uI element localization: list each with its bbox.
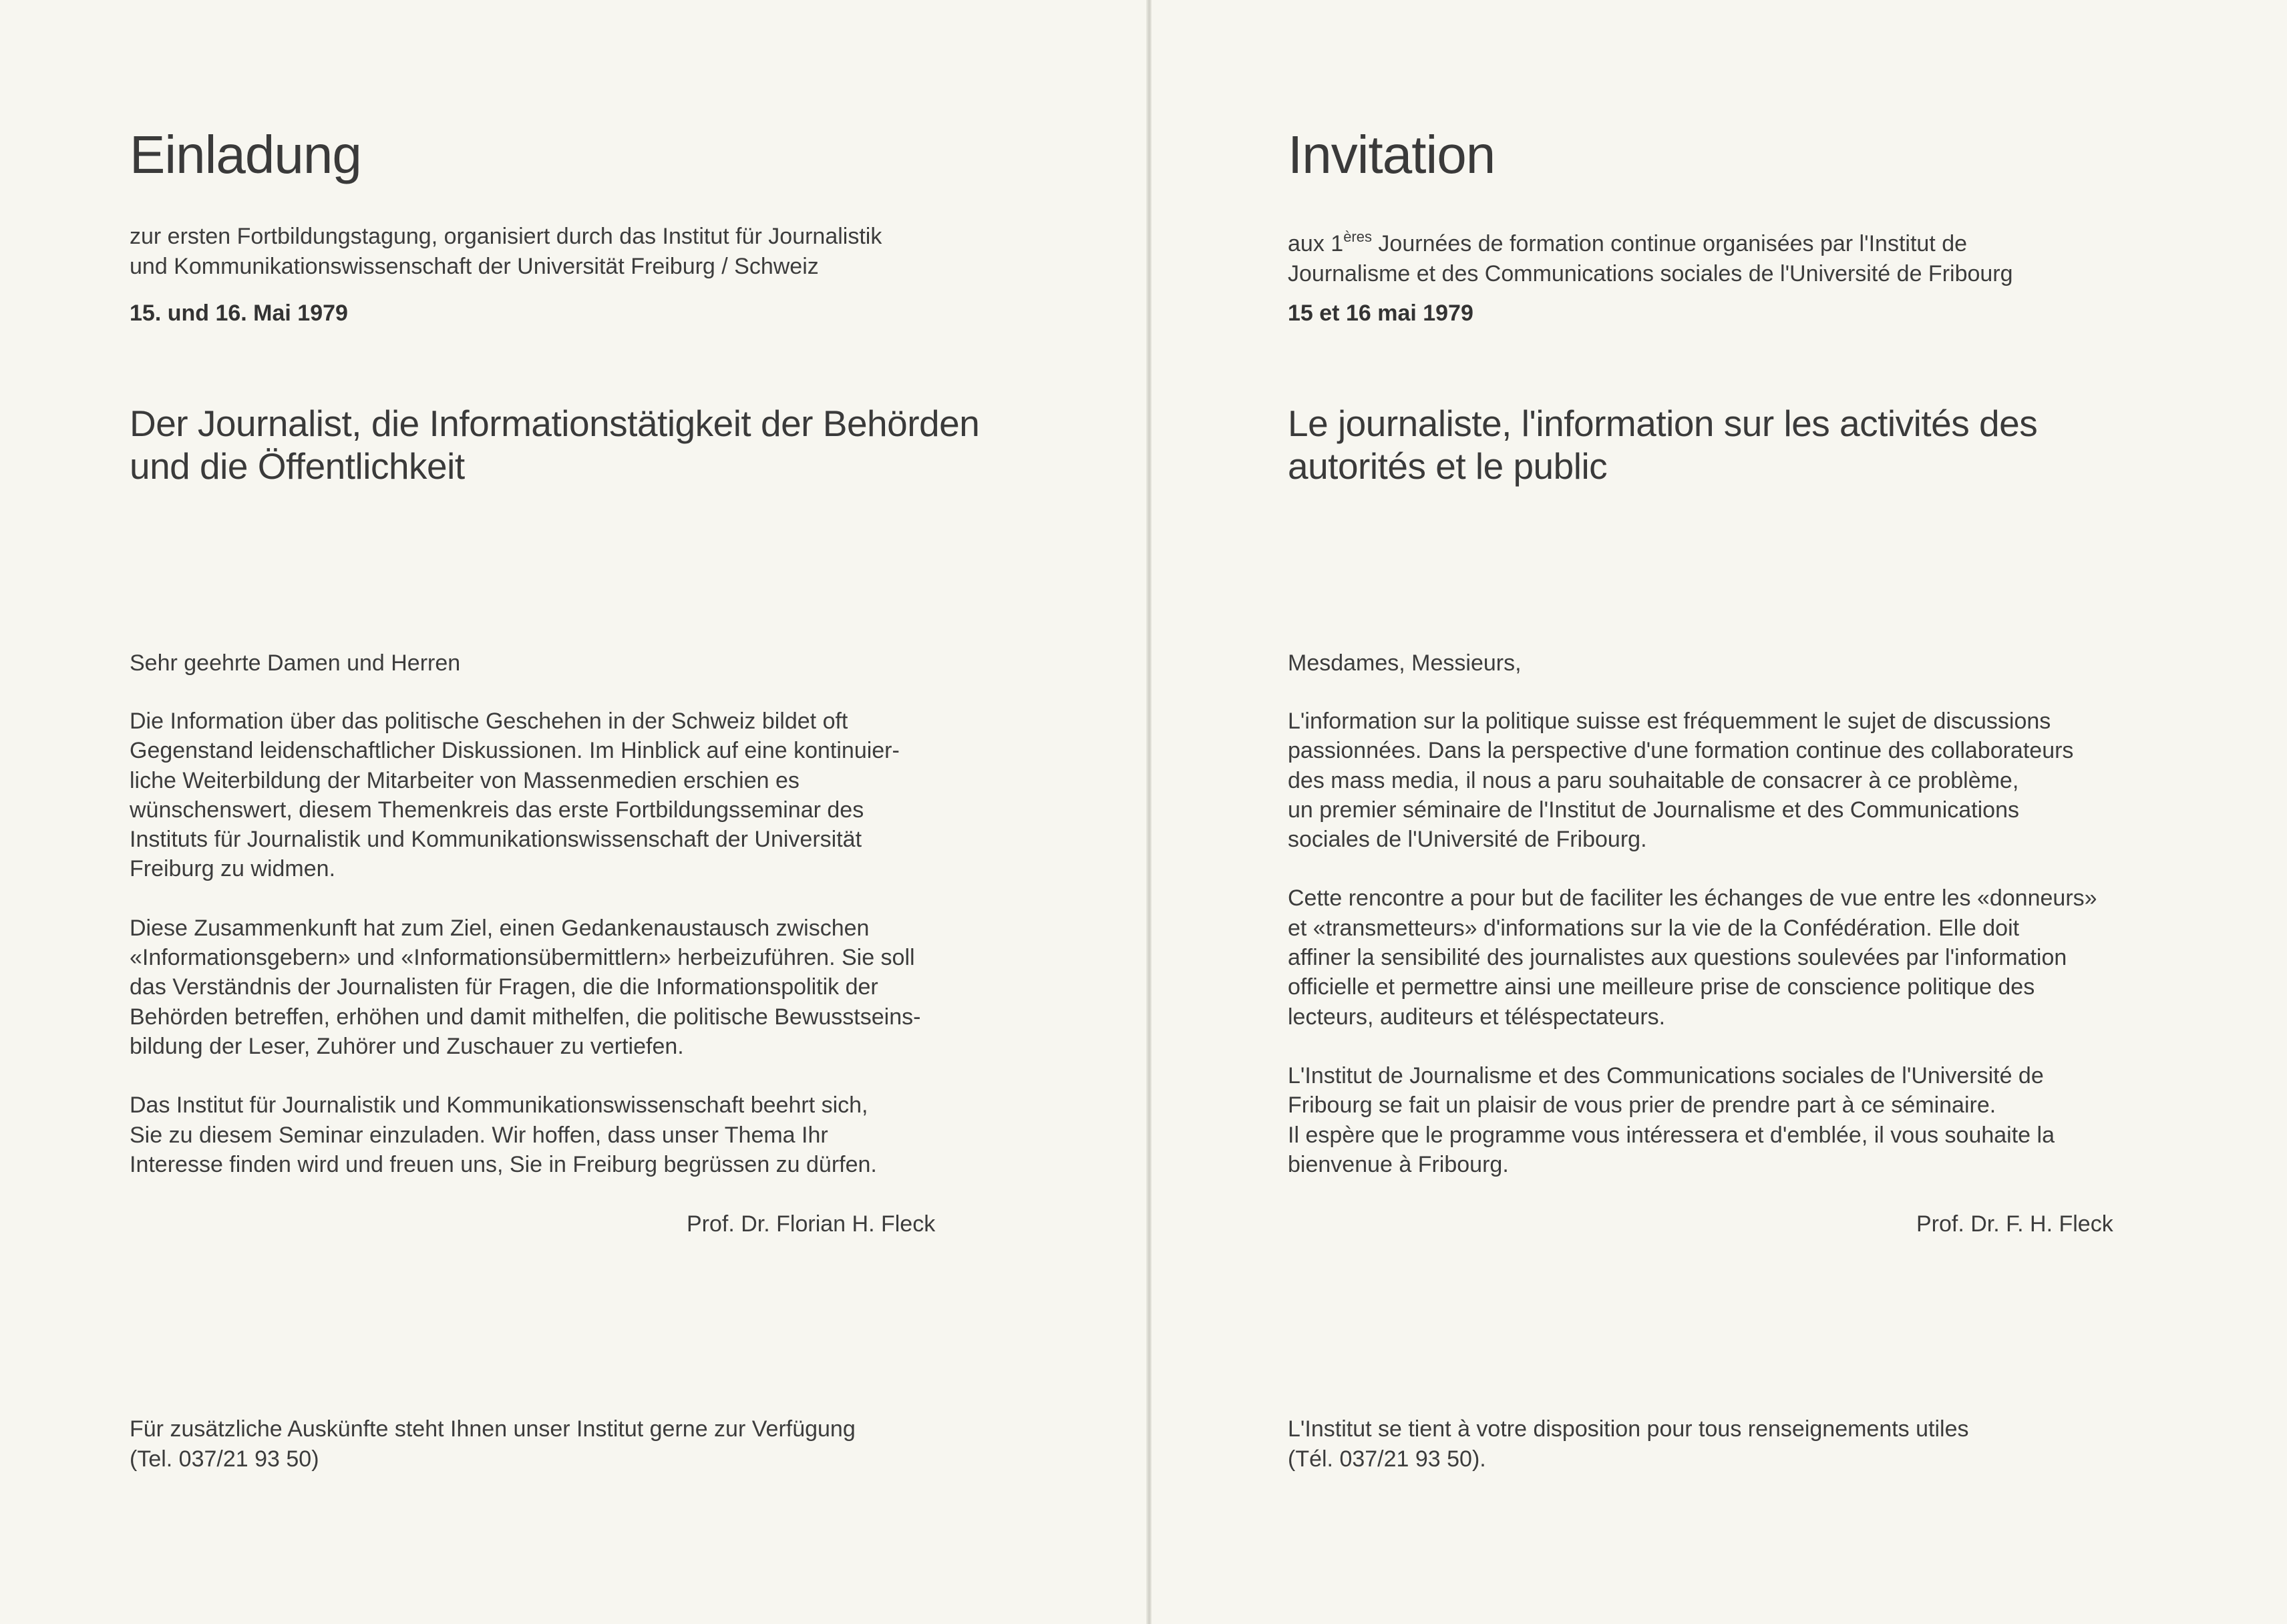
french-paragraph: Cette rencontre a pour but de faciliter les échanges de vue entre les «donneurs» et «transmetteurs» d'informations sur la vie de la Confédération. Elle doit affiner la sensibilité des journalistes aux questions soulevées par l'information officielle et permettre ainsi une meilleure prise de conscience politique des lecteurs, auditeurs et téléspectateurs. (1288, 885, 2097, 1030)
german-paragraph: Diese Zusammenkunft hat zum Ziel, einen Gedankenaustausch zwischen «Informationsgebern» und «Informationsübermittlern» herbeizuführen. Sie soll das Verständnis der Journalisten für Fragen, die die Informationspolitik der Behörden betreffen, erhöhen und damit mithelfen, die politische Bewusstseins- bildung der Leser, Zuhörer und Zuschauer zu vertiefen. (130, 915, 921, 1059)
french-paragraph: L'Institut de Journalisme et des Communications sociales de l'Université de Fribourg se fait un plaisir de vous prier de prendre part à ce séminaire. Il espère que le programme vous intéressera et d'emblée, il vous souhaite la bienvenue à Fribourg. (1288, 1062, 2055, 1177)
french-subtitle (1288, 222, 2013, 289)
german-body (130, 706, 920, 1209)
french-salutation: Mesdames, Messieurs, (1288, 650, 1522, 676)
german-footer: Für zusätzliche Auskünfte steht Ihnen unser Institut gerne zur Verfügung (Tel. 037/21 93 50) (130, 1416, 856, 1472)
french-topic: Le journaliste, l'information sur les activités des autorités et le public (1288, 403, 2038, 487)
french-date: 15 et 16 mai 1979 (1288, 300, 1473, 326)
french-footer: L'Institut se tient à votre disposition pour tous renseignements utiles (Tél. 037/21 93 50). (1288, 1416, 1969, 1472)
french-paragraph: L'information sur la politique suisse est fréquemment le sujet de discussions passionnées. Dans la perspective d'une formation continue des collaborateurs des mass media, il nous a paru souhaitable de consacrer à ce problème, un premier séminaire de l'Institut de Journalisme et des Communications sociales de l'Université de Fribourg. (1288, 708, 2074, 853)
german-paragraph: Die Information über das politische Geschehen in der Schweiz bildet oft Gegenstand leidenschaftlicher Diskussionen. Im Hinblick auf eine kontinuier- liche Weiterbildung der Mitarbeiter von Massenmedien erschien es wünschenswert, diesem Themenkreis das erste Fortbildungsseminar des Instituts für Journalistik und Kommunikationswissenschaft der Universität Freiburg zu widmen. (130, 708, 900, 882)
german-signature: Prof. Dr. Florian H. Fleck (687, 1211, 936, 1237)
french-subtitle-superscript: ères (1343, 228, 1372, 245)
german-salutation: Sehr geehrte Damen und Herren (130, 650, 461, 676)
french-body (1288, 706, 2097, 1209)
french-heading: Invitation (1288, 125, 1496, 184)
german-subtitle: zur ersten Fortbildungstagung, organisiert durch das Institut für Journalistik und Kommunikationswissenschaft der Universität Freiburg / Schweiz (130, 224, 882, 279)
german-date: 15. und 16. Mai 1979 (130, 300, 348, 326)
german-heading: Einladung (130, 125, 361, 184)
french-subtitle-rest: Journées de formation continue organisées par l'Institut de Journalisme et des Communications sociales de l'Université de Fribourg (1288, 231, 2013, 286)
page-fold (1146, 0, 1152, 1624)
french-signature: Prof. Dr. F. H. Fleck (1916, 1211, 2113, 1237)
french-subtitle-start: aux 1 (1288, 231, 1344, 256)
german-topic: Der Journalist, die Informationstätigkeit der Behörden und die Öffentlichkeit (130, 403, 980, 487)
german-paragraph: Das Institut für Journalistik und Kommunikationswissenschaft beehrt sich, Sie zu diesem Seminar einzuladen. Wir hoffen, dass unser Thema Ihr Interesse finden wird und freuen uns, Sie in Freiburg begrüssen zu dürfen. (130, 1092, 877, 1177)
